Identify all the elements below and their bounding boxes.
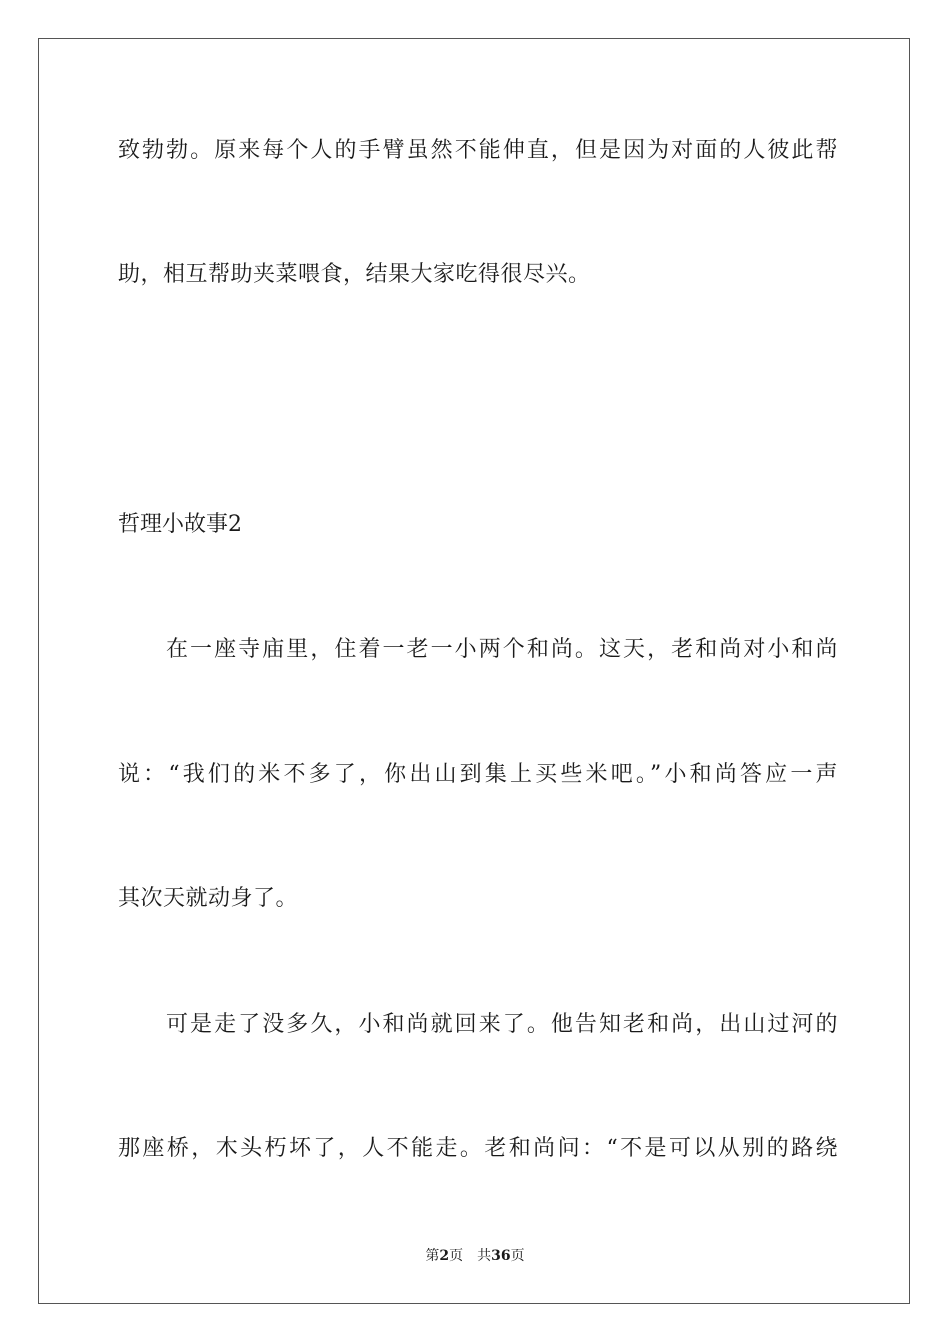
page-prefix: 第 (425, 1248, 440, 1264)
total-pages: 36 (491, 1248, 511, 1264)
section-title: 哲理小故事2 (118, 512, 242, 537)
paragraph2-line-1: 可是走了没多久，小和尚就回来了。他告知老和尚，出山过河的 (166, 1012, 838, 1037)
page-border (38, 38, 910, 1304)
page-number: 2 (439, 1248, 450, 1264)
page-suffix: 页 (449, 1248, 464, 1264)
total-prefix: 共 (477, 1248, 492, 1264)
text-line-2: 助，相互帮助夹菜喂食，结果大家吃得很尽兴。 (118, 262, 591, 287)
paragraph1-line-2: 说：“我们的米不多了，你出山到集上买些米吧。”小和尚答应一声 (118, 762, 838, 787)
total-suffix: 页 (510, 1248, 525, 1264)
paragraph1-line-1: 在一座寺庙里，住着一老一小两个和尚。这天，老和尚对小和尚 (166, 637, 838, 662)
text-line-1: 致勃勃。原来每个人的手臂虽然不能伸直，但是因为对面的人彼此帮 (118, 138, 838, 163)
page-footer (0, 1246, 950, 1266)
paragraph2-line-2: 那座桥，木头朽坏了，人不能走。老和尚问：“不是可以从别的路绕 (118, 1136, 838, 1161)
paragraph1-line-3: 其次天就动身了。 (118, 886, 299, 911)
